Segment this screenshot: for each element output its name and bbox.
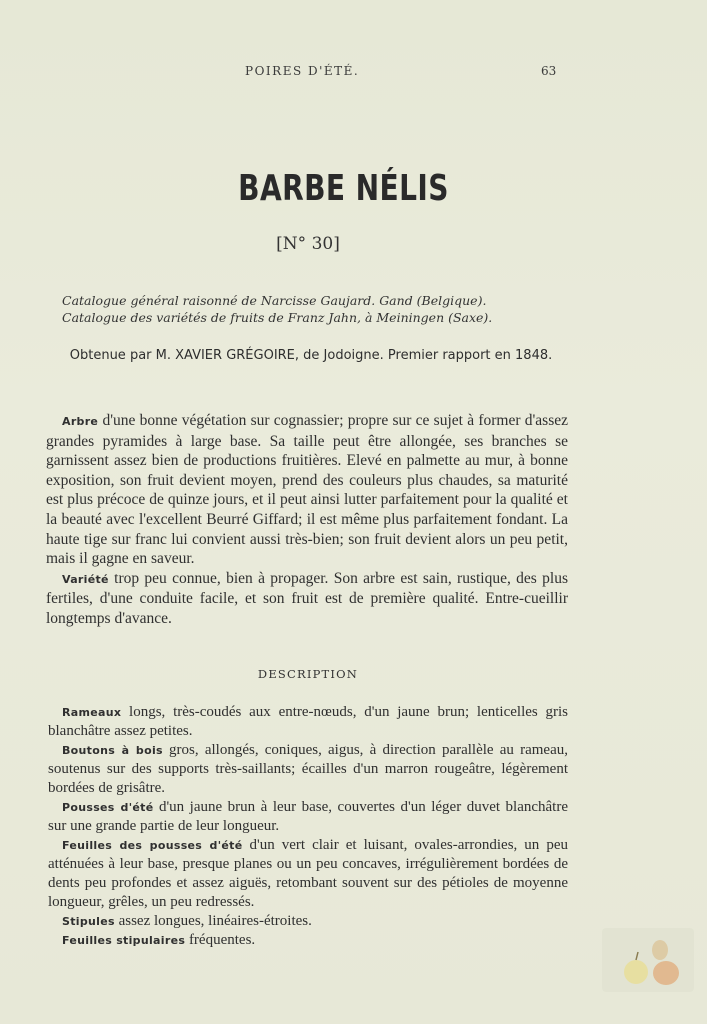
description-text: longs, très-coudés aux entre-nœuds, d'un jaune brun; lenticelles gris blanchâtre assez petites.: [48, 704, 568, 739]
description-item: [48, 836, 568, 912]
pear-icon: [602, 928, 694, 992]
description-item: [48, 931, 568, 950]
catalogue-line: Catalogue des variétés de fruits de Franz Jahn, à Meiningen (Saxe).: [62, 310, 493, 325]
description-heading: DESCRIPTION: [257, 667, 359, 681]
paragraph-text: d'une bonne végétation sur cognassier; propre sur ce sujet à former d'assez grandes pyramides à large base. Sa taille peut être allongée, ses branches se garnissent assez bien de productions fruitières. Elevé en palmette au mur, à bonne exposition, son fruit devient moyen, prend des couleurs plus chaudes, sa maturité est plus précoce de quinze jours, et il peut ainsi lutter parfaitement pour la qualité et la beauté avec l'excellent Beurré Giffard; il est même plus parfaitement fondant. La haute tige sur franc lui convient aussi très-bien; son fruit devient alors un peu petit, mais il gagne en saveur.: [46, 412, 568, 568]
description-lead: Boutons à bois: [62, 744, 163, 757]
description-lead: Feuilles des pousses d'été: [62, 839, 243, 852]
description-item: [48, 741, 568, 798]
description-text: d'un jaune brun à leur base, couvertes d'un léger duvet blanchâtre sur une grande partie de leur longueur.: [48, 799, 568, 834]
paragraph-lead: Variété: [62, 572, 109, 586]
catalogue-line: Catalogue général raisonné de Narcisse Gaujard. Gand (Belgique).: [62, 293, 487, 308]
description-text: d'un vert clair et luisant, ovales-arrondies, un peu atténuées à leur base, presque planes ou un peu concaves, irrégulièrement bordées de dents peu profondes et assez aiguës, retombant souvent sur des pétioles de moyenne longueur, grêles, un peu redressés.: [48, 837, 568, 910]
origin-statement: Obtenue par M. XAVIER GRÉGOIRE, de Jodoigne. Premier rapport en 1848.: [69, 348, 553, 363]
variety-number: [N° 30]: [276, 234, 340, 254]
body-text: [46, 411, 568, 629]
paragraph-arbre: [46, 411, 568, 569]
description-lead: Rameaux: [62, 706, 122, 719]
description-item: [48, 798, 568, 836]
paragraph-lead: Arbre: [62, 415, 99, 428]
page-number: 63: [541, 64, 557, 78]
description-text: fréquentes.: [185, 932, 256, 948]
description-item: [48, 912, 568, 931]
description-lead: Feuilles stipulaires: [62, 934, 186, 947]
description-text: assez longues, linéaires-étroites.: [114, 913, 312, 929]
paragraph-text: trop peu connue, bien à propager. Son arbre est sain, rustique, des plus fertiles, d'une conduite facile, et son fruit est de première qualité. Entre-cueillir longtemps d'avance.: [46, 569, 568, 627]
page-title: BARBE NÉLIS: [238, 168, 449, 209]
fruit-thumbnail: [602, 928, 694, 992]
description-lead: Pousses d'été: [62, 801, 154, 814]
running-head: POIRES D'ÉTÉ.: [245, 64, 360, 78]
description-item: [48, 703, 568, 741]
description-section: [48, 703, 568, 950]
paragraph-variete: [46, 569, 568, 629]
description-lead: Stipules: [62, 915, 115, 928]
description-text: gros, allongés, coniques, aigus, à direction parallèle au rameau, soutenus sur des supports très-saillants; écailles d'un marron rougeâtre, légèrement bordées de grisâtre.: [48, 742, 568, 796]
catalogue-references: [62, 292, 562, 326]
